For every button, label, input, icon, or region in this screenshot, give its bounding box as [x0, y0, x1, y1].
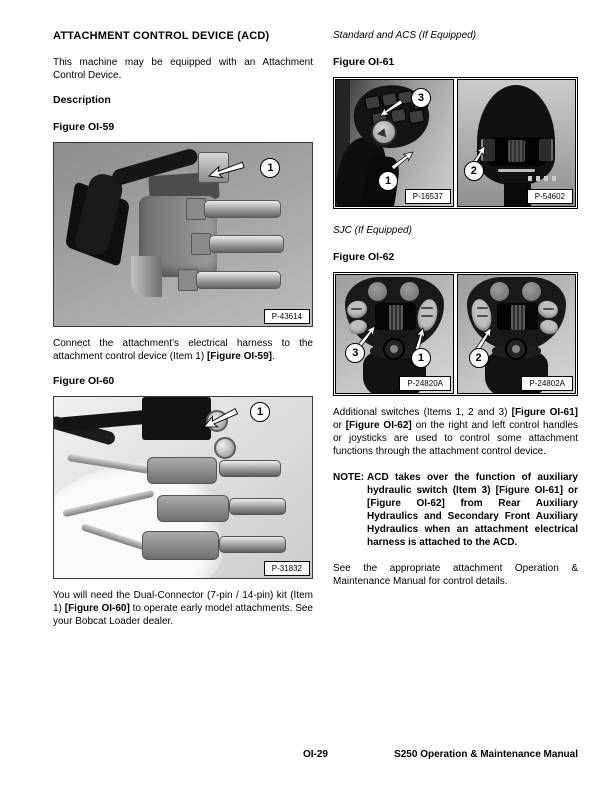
- figure-oi-60-label: Figure OI-60: [53, 375, 115, 387]
- callout-2-badge: 2: [464, 161, 484, 181]
- figure-oi-59-label: Figure OI-59: [53, 121, 115, 133]
- see-manual-paragraph: See the appropriate attachment Operation & Maintenance Manual for control details.: [333, 563, 578, 587]
- decal-icons: [528, 176, 556, 181]
- switch-button: [539, 139, 553, 160]
- callout-arrow: [389, 147, 417, 172]
- horn-button-glyph: [512, 345, 520, 353]
- acd-module: [142, 397, 212, 440]
- section-title: ATTACHMENT CONTROL DEVICE (ACD): [53, 30, 270, 42]
- thumb-recess: [368, 282, 387, 301]
- quick-coupler: [219, 536, 286, 552]
- dual-connector-paragraph: You will need the Dual-Connector (7-pin / 14-pin) kit (Item 1) [Figure OI-60] to operate early model attachments. See your Bobcat Loader dealer.: [53, 590, 313, 627]
- button-glyph: [421, 307, 433, 309]
- callout-3-badge: 3: [411, 88, 431, 108]
- additional-switches-paragraph: Additional switches (Items 1, 2 and 3) [Figure OI-61] or [Figure OI-62] on the right and left control handles or joysticks are used to control some attachment functions through the attachment control device.: [333, 407, 579, 457]
- figure-oi-62-label: Figure OI-62: [333, 251, 395, 263]
- thumb-recess: [490, 282, 509, 301]
- callout-1-badge: 1: [250, 402, 270, 422]
- standard-acs-heading: Standard and ACS (If Equipped): [333, 30, 477, 41]
- coupler-block: [157, 495, 229, 522]
- description-heading: Description: [53, 94, 111, 106]
- note-label: NOTE:: [333, 472, 365, 483]
- sjc-heading: SJC (If Equipped): [333, 225, 412, 236]
- rocker-switch: [511, 305, 525, 331]
- figure-oi-62-photos: [333, 272, 578, 396]
- photo-id-label: P-24802A: [521, 376, 573, 391]
- figure-oi-59-photo: [53, 142, 313, 327]
- note-text: ACD takes over the function of auxiliary hydraulic switch (Item 3) [Figure OI-61] or [Figure OI-62] from Rear Auxiliary Hydraulics and Secondary Front Auxiliary Hydraulics when an attachment electrical harness is attached to the ACD.: [367, 472, 578, 548]
- button-glyph: [477, 307, 489, 309]
- callout-2-badge: 2: [469, 348, 489, 368]
- rocker-switch: [389, 305, 403, 331]
- coupler-block: [142, 531, 219, 560]
- coupler-block: [147, 457, 217, 484]
- rocker-switch: [507, 139, 526, 163]
- figure-oi-60-photo: [53, 396, 313, 579]
- elbow-fitting: [131, 256, 162, 296]
- figure-oi-61-label: Figure OI-61: [333, 56, 395, 68]
- photo-id-label: P-24820A: [399, 376, 451, 391]
- callout-1-badge: 1: [378, 171, 398, 191]
- connect-paragraph: Connect the attachment’s electrical harness to the attachment control device (Item 1) [Figure OI-59].: [53, 338, 313, 362]
- note-block: [333, 471, 578, 549]
- page-footer: [53, 749, 578, 763]
- photo-id-label: P-16537: [405, 189, 451, 204]
- right-column: [333, 28, 578, 640]
- callout-1-badge: 1: [260, 158, 280, 178]
- horn-button-glyph: [390, 345, 398, 353]
- photo-id-label: P-43614: [264, 309, 310, 324]
- joystick-photo-right: [457, 274, 576, 394]
- photo-id-label: P-31832: [264, 561, 310, 576]
- control-handle-photo-left: [335, 79, 454, 207]
- button-glyph: [477, 315, 489, 317]
- quick-coupler: [229, 498, 286, 514]
- callout-3-badge: 3: [345, 343, 365, 363]
- page-content: [53, 28, 578, 640]
- callout-1-badge: 1: [411, 348, 431, 368]
- quick-coupler: [209, 235, 284, 253]
- decal-strip: [498, 169, 535, 172]
- manual-title: S250 Operation & Maintenance Manual: [394, 749, 578, 760]
- photo-id-label: P-54602: [527, 189, 573, 204]
- left-column: [53, 28, 313, 640]
- quick-coupler: [196, 271, 281, 289]
- control-handle-photo-right: [457, 79, 576, 207]
- connector-cap: [214, 437, 236, 459]
- quick-coupler: [219, 460, 281, 476]
- figure-oi-61-photos: [333, 77, 578, 209]
- page-number: OI-29: [302, 749, 328, 760]
- joystick-photo-left: [335, 274, 454, 394]
- button-glyph: [421, 315, 433, 317]
- button-glyph: [543, 308, 554, 310]
- button-glyph: [351, 308, 362, 310]
- intro-paragraph: This machine may be equipped with an Attachment Control Device.: [53, 57, 313, 81]
- quick-coupler: [204, 200, 281, 218]
